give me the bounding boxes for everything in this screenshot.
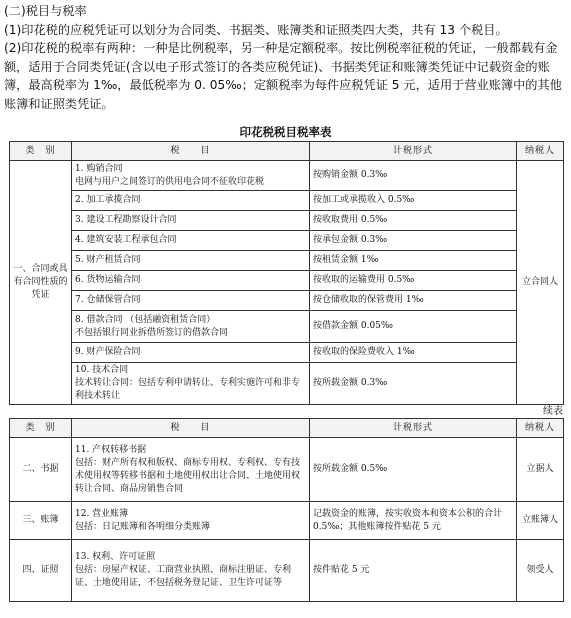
form-cell: 按所载金额 0.3‰ [310, 363, 517, 405]
table-row [10, 161, 564, 191]
table-row [10, 311, 564, 343]
header-category: 类 别 [10, 419, 72, 438]
tax-rate-table [9, 141, 564, 405]
table-row [10, 211, 564, 231]
item-note: 包括：房屋产权证、工商营业执照、商标注册证、专利证、土地使用证，不包括税务登记证、卫生许可证等 [75, 565, 292, 588]
payer-cell: 立合同人 [517, 161, 564, 405]
item-cell [72, 363, 310, 405]
item-title: 8. 借款合同 （包括融资租赁合同） [75, 314, 216, 325]
form-cell: 按收取费用 0.5‰ [310, 211, 517, 231]
category-cell: 一、合同或具有合同性质的凭证 [10, 161, 72, 405]
header-item: 税 目 [72, 142, 310, 161]
form-cell: 按购销金额 0.3‰ [310, 161, 517, 191]
header-payer: 纳税人 [517, 142, 564, 161]
item-note: 包括：日记账簿和各明细分类账簿 [75, 521, 211, 532]
continued-label: 续表 [543, 406, 563, 417]
item-title: 9. 财产保险合同 [75, 347, 141, 357]
item-cell [72, 343, 310, 363]
table-row [10, 251, 564, 271]
form-cell: 按借款金额 0.05‰ [310, 311, 517, 343]
form-cell: 按所载金额 0.5‰ [310, 438, 517, 502]
item-note: 技术转让合同：包括专利申请转让、专利实施许可和非专利技术转让 [75, 378, 301, 401]
form-cell: 按租赁金额 1‰ [310, 251, 517, 271]
item-title: 5. 财产租赁合同 [75, 255, 141, 265]
item-note: 包括：财产所有权和版权、商标专用权、专利权、专有技术使用权等转移书据和土地使用权出让合同、土地使用权转让合同、商品房销售合同 [75, 457, 301, 494]
intro-paragraph-2: (2)印花税的税率有两种：一种是比例税率，另一种是定额税率。按比例税率征税的凭证，一般都载有金额，适用于合同类凭证(含以电子形式签订的各类应税凭证)、书据类凭证和账簿类凭证中记载资金的账簿，最高税率为 1‰，最低税率为 0. 05‰；定额税率为每件应税凭证 5 元，适用于营业账簿中的其他账簿和证照类凭证。 [4, 41, 562, 111]
item-cell [72, 291, 310, 311]
item-title: 1. 购销合同 [75, 163, 123, 174]
category-cell: 二、书据 [10, 438, 72, 502]
item-cell [72, 161, 310, 191]
form-cell: 按件贴花 5 元 [310, 540, 517, 602]
header-payer: 纳税人 [517, 419, 564, 438]
table-row [10, 502, 564, 540]
table-row [10, 438, 564, 502]
item-title: 7. 仓储保管合同 [75, 295, 141, 305]
item-cell [72, 540, 310, 602]
item-title: 6. 货物运输合同 [75, 275, 141, 285]
item-title: 10. 技术合同 [75, 365, 129, 375]
item-note: 电网与用户之间签订的供用电合同不征收印花税 [75, 176, 265, 187]
item-title: 2. 加工承揽合同 [75, 195, 141, 205]
header-form: 计税形式 [310, 419, 517, 438]
item-cell [72, 191, 310, 211]
item-title: 11. 产权转移书据 [75, 444, 147, 455]
item-cell [72, 271, 310, 291]
table-row [10, 363, 564, 405]
form-cell: 按收取的保险费收入 1‰ [310, 343, 517, 363]
item-cell [72, 502, 310, 540]
table-header-row [10, 142, 564, 161]
item-cell [72, 311, 310, 343]
table-row [10, 191, 564, 211]
item-note: 不包括银行同业拆借所签订的借款合同 [75, 327, 229, 338]
table-row [10, 271, 564, 291]
intro-paragraph-1: (1)印花税的应税凭证可以划分为合同类、书据类、账簿类和证照类四大类，共有 13 个税目。 [4, 22, 508, 37]
continued-rows [10, 438, 564, 602]
header-form: 计税形式 [310, 142, 517, 161]
table-row [10, 343, 564, 363]
form-cell: 按承包金额 0.3‰ [310, 231, 517, 251]
header-category: 类 别 [10, 142, 72, 161]
table-header-row [10, 419, 564, 438]
section-heading: (二)税目与税率 [4, 4, 87, 18]
category-cell: 三、账簿 [10, 502, 72, 540]
item-title: 4. 建筑安装工程承包合同 [75, 235, 177, 245]
payer-cell: 立据人 [517, 438, 564, 502]
contract-rows [10, 161, 564, 405]
item-cell [72, 231, 310, 251]
item-cell [72, 438, 310, 502]
category-cell: 四、证照 [10, 540, 72, 602]
header-item: 税 目 [72, 419, 310, 438]
payer-cell: 领受人 [517, 540, 564, 602]
form-cell: 记载资金的账簿，按实收资本和资本公积的合计 0.5‰；其他账簿按件贴花 5 元 [310, 502, 517, 540]
item-title: 3. 建设工程勘察设计合同 [75, 215, 177, 225]
table-title: 印花税税目税率表 [239, 125, 332, 139]
table-row [10, 291, 564, 311]
item-cell [72, 211, 310, 231]
table-row [10, 540, 564, 602]
form-cell: 按加工或承揽收入 0.5‰ [310, 191, 517, 211]
intro-section [4, 2, 566, 113]
table-row [10, 231, 564, 251]
form-cell: 按仓储收取的保管费用 1‰ [310, 291, 517, 311]
item-title: 13. 权利、许可证照 [75, 552, 156, 562]
item-cell [72, 251, 310, 271]
form-cell: 按收取的运输费用 0.5‰ [310, 271, 517, 291]
item-title: 12. 营业账簿 [75, 508, 129, 519]
payer-cell: 立账簿人 [517, 502, 564, 540]
tax-rate-table-continued [9, 418, 564, 602]
